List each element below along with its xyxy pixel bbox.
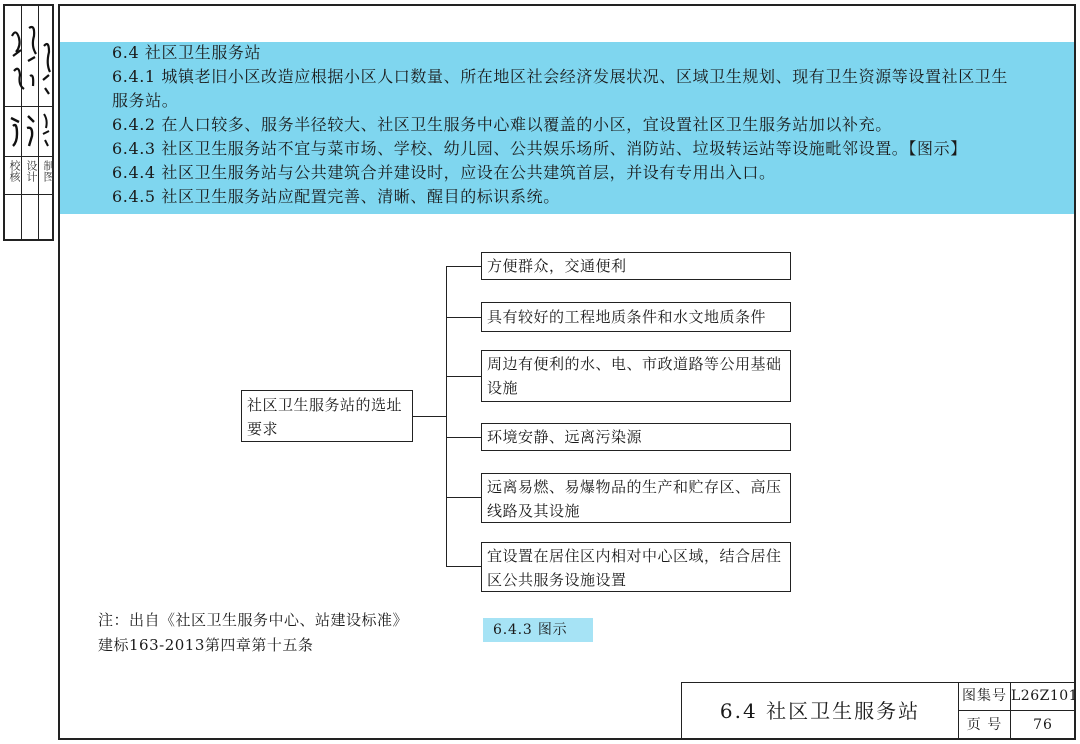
diagram-item-2: 具有较好的工程地质条件和水文地质条件 <box>481 302 791 332</box>
connector-branch <box>446 437 481 438</box>
atlas-label: 图集号 <box>962 688 1007 704</box>
connector-root <box>413 416 447 417</box>
clause-6-4-5: 6.4.5 社区卫生服务站应配置完善、清晰、醒目的标识系统。 <box>112 187 560 206</box>
section-title: 6.4 社区卫生服务站 <box>112 43 262 62</box>
signoff-strip <box>3 4 54 241</box>
handwritten-signatures <box>7 16 53 101</box>
diagram-item-6: 宜设置在居住区内相对中心区域，结合居住区公共服务设施设置 <box>481 542 791 592</box>
title-block <box>681 682 1079 739</box>
connector-branch <box>446 266 481 267</box>
diagram-item-4: 环境安静、远离污染源 <box>481 423 791 451</box>
clause-6-4-3: 6.4.3 社区卫生服务站不宜与菜市场、学校、幼儿园、公共娱乐场所、消防站、垃圾转运站等设施毗邻设置。【图示】 <box>112 139 967 158</box>
handwritten-signatures-2 <box>7 110 53 152</box>
clause-6-4-1: 6.4.1 城镇老旧小区改造应根据小区人口数量、所在地区社会经济发展状况、区域卫生规划、现有卫生资源等设置社区卫生 <box>112 67 1008 86</box>
note-line-2: 建标163-2013第四章第十五条 <box>98 636 314 654</box>
connector-branch <box>446 497 481 498</box>
clause-6-4-2: 6.4.2 在人口较多、服务半径较大、社区卫生服务中心难以覆盖的小区，宜设置社区卫生服务站加以补充。 <box>112 115 892 134</box>
clause-text-band <box>60 42 1074 214</box>
signoff-label-draw: 制图 <box>42 160 55 182</box>
connector-branch <box>446 317 481 318</box>
clause-6-4-1-cont: 服务站。 <box>112 91 179 110</box>
figure-tag: 6.4.3 图示 <box>483 618 593 642</box>
atlas-number: L26Z101 <box>1011 688 1079 704</box>
connector-branch <box>446 376 481 377</box>
diagram-root-box: 社区卫生服务站的选址要求 <box>241 390 413 442</box>
connector-branch <box>446 566 481 567</box>
note-line-1: 注：出自《社区卫生服务中心、站建设标准》 <box>98 611 409 629</box>
diagram-item-1: 方便群众，交通便利 <box>481 252 791 280</box>
clause-6-4-4: 6.4.4 社区卫生服务站与公共建筑合并建设时，应设在公共建筑首层，并设有专用出入口。 <box>112 163 776 182</box>
page-label: 页 号 <box>966 717 1003 733</box>
diagram-item-5: 远离易燃、易爆物品的生产和贮存区、高压线路及其设施 <box>481 473 791 523</box>
signoff-label-check: 校核 <box>8 160 21 182</box>
page-number: 76 <box>1033 717 1053 733</box>
title-block-title: 6.4 社区卫生服务站 <box>719 699 921 723</box>
diagram-item-3: 周边有便利的水、电、市政道路等公用基础设施 <box>481 350 791 402</box>
connector-trunk <box>446 266 447 566</box>
signoff-label-design: 设计 <box>25 160 38 182</box>
